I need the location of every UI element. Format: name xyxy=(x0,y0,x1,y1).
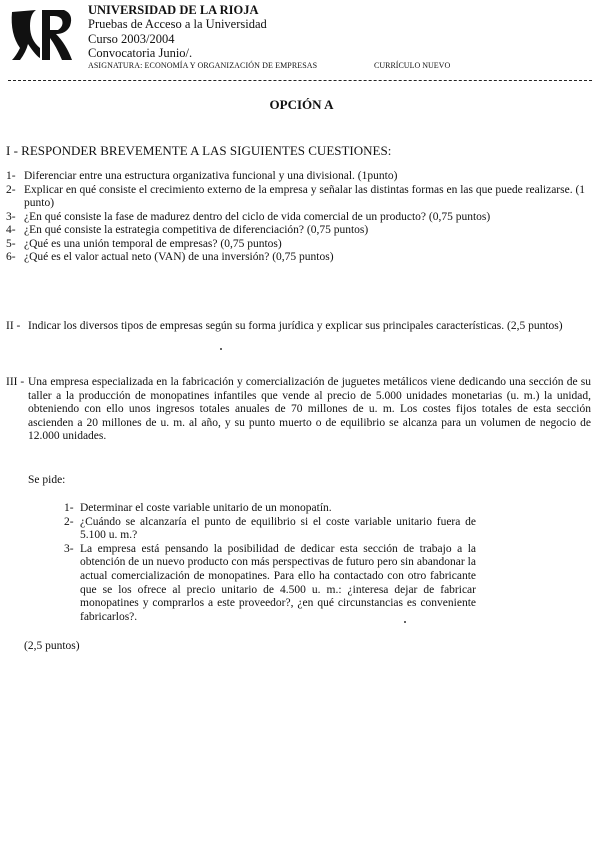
section-2-body xyxy=(6,320,591,334)
university-logo xyxy=(6,4,76,66)
exam-name: Pruebas de Acceso a la Universidad xyxy=(88,17,267,31)
question-item xyxy=(6,170,591,184)
question-text: Explicar en qué consiste el crecimiento externo de la empresa y señalar las distintas formas en las que puede realizarse. (1 punto) xyxy=(24,183,586,209)
section-3-items xyxy=(64,502,476,624)
university-name: UNIVERSIDAD DE LA RIOJA xyxy=(88,3,259,17)
section-3-text: Una empresa especializada en la fabricación y comercialización de juguetes metálicos viene dedicando una sección de su taller a la producción de monopatines infantiles que vende al precio de 5.000 unidades monetarias (u. m.) la unidad, obteniendo con ello unos ingresos totales anuales de 70 millones de u. m. Los costes fijos totales de esta sección ascienden a 20 millones de u. m. al año, y su punto muerto o de equilibrio se alcanza para un volumen de negocio de 12.000 unidades. xyxy=(28,376,591,443)
scan-speck xyxy=(220,348,222,350)
sub-question-number: 2- xyxy=(64,515,74,528)
question-number: 4- xyxy=(6,224,16,236)
question-text: Diferenciar entre una estructura organizativa funcional y una divisional. (1punto) xyxy=(24,170,398,182)
option-title: OPCIÓN A xyxy=(269,97,334,112)
section-2 xyxy=(6,320,591,334)
sub-question-number: 1- xyxy=(64,502,74,514)
question-number: 1- xyxy=(6,170,16,182)
question-item xyxy=(6,238,591,252)
section-3-points: (2,5 puntos) xyxy=(24,640,80,652)
question-text: ¿Qué es el valor actual neto (VAN) de una inversión? (0,75 puntos) xyxy=(24,251,334,263)
question-number: 5- xyxy=(6,237,16,250)
section-1-questions xyxy=(6,170,591,265)
sub-question-item xyxy=(64,502,476,516)
sub-question-text: Determinar el coste variable unitario de un monopatín. xyxy=(80,502,332,514)
exam-call: Convocatoria Junio/. xyxy=(88,46,193,60)
question-text: ¿En qué consiste la estrategia competitiva de diferenciación? (0,75 puntos) xyxy=(24,224,369,236)
se-pide-label: Se pide: xyxy=(28,474,66,486)
sub-question-item xyxy=(64,516,476,543)
question-text: ¿En qué consiste la fase de madurez dentro del ciclo de vida comercial de un producto? (0,75 puntos) xyxy=(24,210,491,223)
sub-question-number: 3- xyxy=(64,542,74,555)
curriculum-label: CURRÍCULO NUEVO xyxy=(374,61,451,70)
question-item xyxy=(6,224,591,238)
sub-question-text: ¿Cuándo se alcanzaría el punto de equilibrio si el coste variable unitario fuera de 5.100 u. m.? xyxy=(80,515,476,542)
sub-question-item xyxy=(64,543,476,625)
scan-speck xyxy=(404,621,406,623)
question-item xyxy=(6,251,591,265)
question-number: 6- xyxy=(6,251,16,263)
sub-question-text: La empresa está pensando la posibilidad de dedicar esta sección de trabajo a la obtención de un nuevo producto con más perspectivas de futuro pero sin abandonar la actual comercialización de monopatines. Para ello ha contactado con otro fabricante que se los ofrece al precio unitario de 4.500 u. m.: ¿interesa dejar de fabricar monopatines y comprarlos a este proveedor?, ¿en qué circunstancias es conveniente fabricarlos?. xyxy=(80,542,476,623)
section-2-label: II - xyxy=(6,320,21,332)
section-3 xyxy=(6,376,591,444)
logo-graphic xyxy=(6,4,76,66)
section-2-text: Indicar los diversos tipos de empresas según su forma jurídica y explicar sus principales características. (2,5 puntos) xyxy=(28,320,563,332)
question-text: ¿Qué es una unión temporal de empresas? (0,75 puntos) xyxy=(24,237,282,250)
section-1-heading: I - RESPONDER BREVEMENTE A LAS SIGUIENTES CUESTIONES: xyxy=(6,143,392,158)
question-number: 2- xyxy=(6,183,16,196)
question-item xyxy=(6,211,591,225)
section-3-body xyxy=(6,376,591,444)
section-3-label: III - xyxy=(6,376,25,388)
question-number: 3- xyxy=(6,210,16,223)
header-divider xyxy=(8,80,592,81)
question-item xyxy=(6,184,591,211)
subject-line: ASIGNATURA: ECONOMÍA Y ORGANIZACIÓN DE EMPRESAS xyxy=(88,61,318,70)
course-year: Curso 2003/2004 xyxy=(88,32,175,46)
